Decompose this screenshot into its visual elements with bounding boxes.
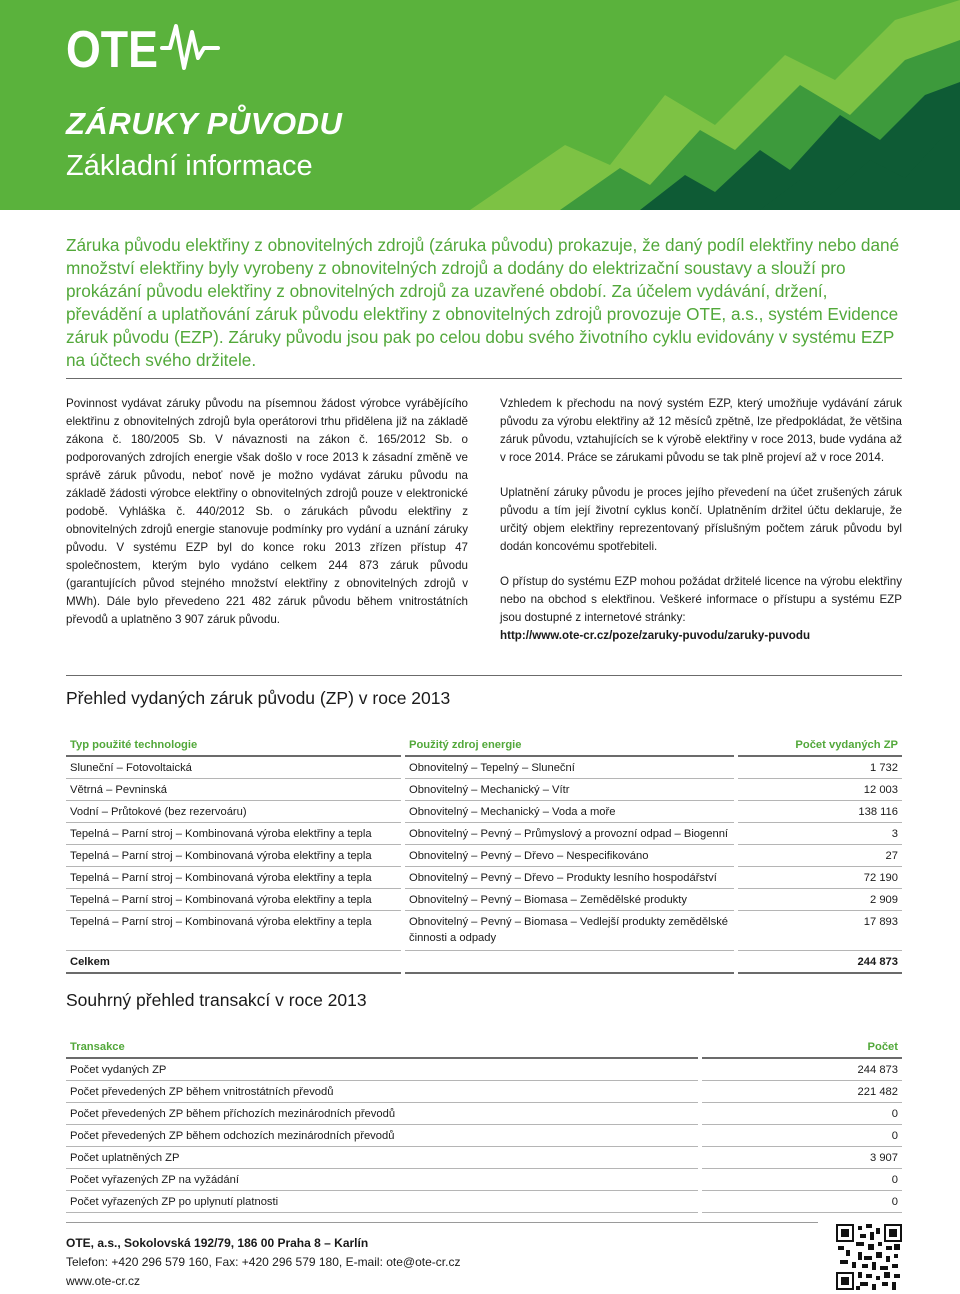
table-cell: 2 909 (738, 889, 902, 911)
footer-divider (66, 1222, 818, 1223)
table-cell: 244 873 (702, 1059, 902, 1081)
table-row (66, 1125, 902, 1147)
table-row (66, 867, 902, 889)
table-cell: 72 190 (738, 867, 902, 889)
company-address: OTE, a.s., Sokolovská 192/79, 186 00 Praha 8 – Karlín (66, 1236, 369, 1250)
table-total-row (66, 951, 902, 974)
table-cell: 0 (702, 1125, 902, 1147)
column-header: Typ použité technologie (66, 734, 401, 757)
table-cell: Obnovitelný – Tepelný – Sluneční (405, 757, 734, 779)
table-cell: Tepelná – Parní stroj – Kombinovaná výroba elektřiny a tepla (66, 889, 401, 911)
page-subtitle: Základní informace (66, 150, 313, 182)
table-cell: Počet vyřazených ZP po uplynutí platnosti (66, 1191, 698, 1213)
table1-heading: Přehled vydaných záruk původu (ZP) v roce 2013 (66, 688, 451, 708)
table-cell: Obnovitelný – Mechanický – Vítr (405, 779, 734, 801)
left-column (66, 395, 468, 646)
table-row (66, 1081, 902, 1103)
table-cell: Větrná – Pevninská (66, 779, 401, 801)
issued-guarantees-table (62, 734, 906, 974)
table-header-row (66, 1036, 902, 1059)
table-row (66, 757, 902, 779)
table2-heading: Souhrný přehled transakcí v roce 2013 (66, 990, 367, 1010)
table-row (66, 1169, 902, 1191)
left-paragraph: Povinnost vydávat záruky původu na písemnou žádost výrobce vyrábějícího elektřinu z obnovitelných zdrojů byla operátorovi trhu přidělena již na základě zákona č. 180/2005 Sb. V návaznosti na zákon č. 165/2012 Sb. o podporovaných zdrojích energie však došlo v roce 2013 k zásadní změně ve správě záruk původu, neboť nově je možno vydávat záruku původu na základě žádosti výrobce elektřiny o obnovitelných zdrojů pouze v elektronické podobě. Vyhláška č. 440/2012 Sb. o zárukách původu elektřiny z obnovitelných zdrojů energie stanovuje podmínky pro vydání a uznání záruky původu. V systému EZP byl do konce roku 2013 zřízen přístup 47 společnostem, kterým bylo vydáno celkem 244 873 záruk původu (garantujících původ stejného množství elektřiny z obnovitelných zdrojů v MWh). Dále bylo převedeno 221 482 záruk původu během vnitrostátních převodů a uplatněno 3 907 záruk původu. (66, 397, 468, 626)
qr-code-icon (836, 1224, 902, 1290)
divider (66, 675, 902, 676)
table-header-row (66, 734, 902, 757)
table-cell: 244 873 (738, 951, 902, 974)
ezp-link[interactable]: http://www.ote-cr.cz/poze/zaruky-puvodu/zaruky-puvodu (500, 629, 811, 642)
table-row (66, 1103, 902, 1125)
table-cell: Obnovitelný – Pevný – Průmyslový a provozní odpad – Biogenní (405, 823, 734, 845)
ote-logo (66, 18, 226, 79)
intro-paragraph: Záruka původu elektřiny z obnovitelných zdrojů (záruka původu) prokazuje, že daný podíl elektřiny nebo dané množství elektřiny byly vyrobeny z obnovitelných zdrojů a dodány do elektrizační soustavy a slouží pro prokázání původu elektřiny z obnovitelných zdrojů za uzavřené období. Za účelem vydávání, držení, převádění a uplatňování záruk původu elektřiny z obnovitelných zdrojů provozuje OTE, a.s., systém Evidence záruk původu (EZP). Záruky původu jsou pak po celou dobu svého životního cyklu evidovány v systému EZP na účtech svého držitele. (66, 235, 900, 370)
table-cell: Sluneční – Fotovoltaická (66, 757, 401, 779)
table-cell: Tepelná – Parní stroj – Kombinovaná výroba elektřiny a tepla (66, 823, 401, 845)
column-header: Použitý zdroj energie (405, 734, 734, 757)
table-cell: Tepelná – Parní stroj – Kombinovaná výroba elektřiny a tepla (66, 911, 401, 951)
table-row (66, 911, 902, 951)
page-title: ZÁRUKY PŮVODU (66, 106, 343, 141)
column-header: Počet vydaných ZP (738, 734, 902, 757)
right-column (500, 395, 902, 645)
table-cell: Počet uplatněných ZP (66, 1147, 698, 1169)
column-header: Transakce (66, 1036, 698, 1059)
contact-line: Telefon: +420 296 579 160, Fax: +420 296 579 180, E-mail: ote@ote-cr.cz (66, 1255, 461, 1269)
table-cell: 3 907 (702, 1147, 902, 1169)
table-cell: Počet vyřazených ZP na vyžádání (66, 1169, 698, 1191)
divider (66, 378, 902, 379)
website-link[interactable]: www.ote-cr.cz (66, 1274, 141, 1288)
right-paragraph: O přístup do systému EZP mohou požádat držitelé licence na výrobu elektřiny nebo na obchod s elektřinou. Veškeré informace o přístupu a systému EZP jsou dostupné z internetové stránky: (500, 575, 902, 624)
table-cell: Počet převedených ZP během vnitrostátních převodů (66, 1081, 698, 1103)
table-cell (405, 951, 734, 974)
table-cell: Obnovitelný – Pevný – Dřevo – Nespecifikováno (405, 845, 734, 867)
logo-text: OTE (66, 21, 158, 74)
table-cell: 27 (738, 845, 902, 867)
table-cell: 1 732 (738, 757, 902, 779)
table-cell: 221 482 (702, 1081, 902, 1103)
table-row (66, 823, 902, 845)
transactions-table (62, 1036, 906, 1213)
table-cell: 3 (738, 823, 902, 845)
table-cell: 0 (702, 1169, 902, 1191)
table-cell: Počet převedených ZP během příchozích mezinárodních převodů (66, 1103, 698, 1125)
table-row (66, 779, 902, 801)
column-header: Počet (702, 1036, 902, 1059)
table-cell: 0 (702, 1191, 902, 1213)
table-cell: Vodní – Průtokové (bez rezervoáru) (66, 801, 401, 823)
table-cell: Obnovitelný – Mechanický – Voda a moře (405, 801, 734, 823)
table-cell: 0 (702, 1103, 902, 1125)
table-cell: Obnovitelný – Pevný – Dřevo – Produkty lesního hospodářství (405, 867, 734, 889)
table-row (66, 1147, 902, 1169)
table-cell: Počet převedených ZP během odchozích mezinárodních převodů (66, 1125, 698, 1147)
table-row (66, 1191, 902, 1213)
table-cell: Obnovitelný – Pevný – Biomasa – Zemědělské produkty (405, 889, 734, 911)
table-row (66, 845, 902, 867)
table-cell: Obnovitelný – Pevný – Biomasa – Vedlejší produkty zemědělské činnosti a odpady (405, 911, 734, 951)
table-cell: 138 116 (738, 801, 902, 823)
table-row (66, 801, 902, 823)
right-paragraph: Vzhledem k přechodu na nový systém EZP, který umožňuje vydávání záruk původu za výrobu elektřiny až 12 měsíců zpětně, lze předpokládat, že většina záruk původu, vztahujících se k výrobě elektřiny v roce 2013, bude vydána až v roce 2014. Práce se zárukami původu se tak plně projeví až v roce 2014. (500, 397, 902, 464)
table-cell: 17 893 (738, 911, 902, 951)
footer (66, 1234, 460, 1291)
table-cell: Celkem (66, 951, 401, 974)
table-cell: Počet vydaných ZP (66, 1059, 698, 1081)
table-cell: 12 003 (738, 779, 902, 801)
table-cell: Tepelná – Parní stroj – Kombinovaná výroba elektřiny a tepla (66, 845, 401, 867)
header-banner (0, 0, 960, 210)
table-cell: Tepelná – Parní stroj – Kombinovaná výroba elektřiny a tepla (66, 867, 401, 889)
table-row (66, 889, 902, 911)
table-row (66, 1059, 902, 1081)
ote-logo-icon (66, 18, 226, 74)
right-paragraph: Uplatnění záruky původu je proces jejího převedení na účet zrušených záruk původu a tím její životní cyklus končí. Uplatněním držitel účtu deklaruje, že určitý objem elektřiny reprezentovaný příslušným počtem záruk původu byl dodán koncovému spotřebiteli. (500, 486, 902, 553)
